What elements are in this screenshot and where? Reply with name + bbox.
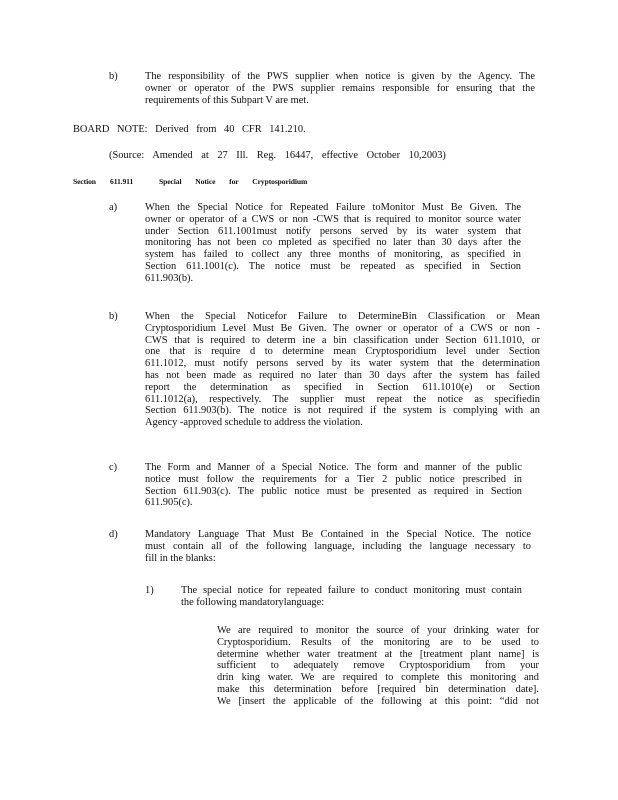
paragraph-c xyxy=(145,462,522,509)
text-line: one that is require d to determine mean Cryptosporidium level under Section xyxy=(145,346,540,358)
section-number: 611.911 xyxy=(110,177,134,186)
text-line: The special notice for repeated failure to conduct monitoring must contain xyxy=(181,585,522,596)
text-line: Cryptosporidium. Results of the monitoring are to be used to xyxy=(217,636,539,648)
text-line: has not been made as required no later than 30 days after the system has failed xyxy=(145,369,540,381)
paragraph-d xyxy=(145,529,531,564)
text-line: We [insert the applicable of the following at this point: “did not xyxy=(217,695,539,707)
text-line: Section 611.1001(c). The notice must be repeated as specified in Section xyxy=(145,260,521,272)
text-line: 611.1012(a), respectively. The supplier must repeat the notice as specifiedin xyxy=(145,393,540,405)
source-note: (Source: Amended at 27 Ill. Reg. 16447, effective October 10,2003) xyxy=(109,150,446,161)
paragraph-b xyxy=(145,311,540,429)
text-line: We are required to monitor the source of your drinking water for xyxy=(217,625,539,636)
text-line: requirements of this Subpart V are met. xyxy=(145,94,309,106)
text-line: must contain all of the following language, including the language necessary to xyxy=(145,540,531,552)
text-line: 611.903(b). xyxy=(145,272,194,284)
section-title: Special Notice for Cryptosporidium xyxy=(159,177,308,186)
item-label-b-top: b) xyxy=(109,71,118,82)
text-line: fill in the blanks: xyxy=(145,552,216,564)
text-line: determine whether water treatment at the [treatment plant name] is xyxy=(217,648,539,660)
text-line: 611.905(c). xyxy=(145,497,193,509)
text-line: under Section 611.1001must notify persons served by its water system that xyxy=(145,225,521,237)
mandatory-language-quote xyxy=(217,625,539,708)
text-line: monitoring has not been co mpleted as specified no later than 30 days after the xyxy=(145,237,521,249)
text-line: notice must follow the requirements for a Tier 2 public notice prescribed in xyxy=(145,473,522,485)
text-line: system has failed to collect any three months of monitoring, as specified in xyxy=(145,249,521,261)
item-label-d: d) xyxy=(109,529,118,540)
section-label: Section xyxy=(73,177,96,186)
item-label-d1: 1) xyxy=(145,585,154,596)
text-line: Section 611.903(b). The notice is not required if the system is complying with an xyxy=(145,405,540,417)
paragraph-d1 xyxy=(181,585,522,609)
text-line: report the determination as specified in Section 611.1010(e) or Section xyxy=(145,381,540,393)
text-line: Agency -approved schedule to address the violation. xyxy=(145,417,363,429)
text-line: The Form and Manner of a Special Notice. The form and manner of the public xyxy=(145,462,522,473)
text-line: make this determination before [required bin determination date]. xyxy=(217,683,539,695)
item-label-c: c) xyxy=(109,462,118,473)
text-line: owner or operator of a CWS or non -CWS that is required to monitor source water xyxy=(145,213,521,225)
text-line: When the Special Notice for Repeated Failure toMonitor Must Be Given. The xyxy=(145,202,521,213)
item-label-b: b) xyxy=(109,311,118,322)
text-line: sufficient to adequately remove Cryptosporidium from your xyxy=(217,660,539,672)
text-line: drin king water. We are required to complete this monitoring and xyxy=(217,672,539,684)
paragraph-b-top xyxy=(145,71,535,106)
text-line: 611.1012, must notify persons served by its water system that the determination xyxy=(145,358,540,370)
text-line: Section 611.903(c). The public notice must be presented as required in Section xyxy=(145,485,522,497)
text-line: When the Special Noticefor Failure to DetermineBin Classification or Mean xyxy=(145,311,540,322)
paragraph-a xyxy=(145,202,521,285)
text-line: owner or operator of the PWS supplier remains responsible for ensuring that the xyxy=(145,82,535,94)
item-label-a: a) xyxy=(109,202,118,213)
text-line: The responsibility of the PWS supplier when notice is given by the Agency. The xyxy=(145,71,535,82)
text-line: Cryptosporidium Level Must Be Given. The owner or operator of a CWS or non - xyxy=(145,322,540,334)
board-note: BOARD NOTE: Derived from 40 CFR 141.210. xyxy=(73,124,306,135)
text-line: the following mandatorylanguage: xyxy=(181,596,325,608)
text-line: Mandatory Language That Must Be Contained in the Special Notice. The notice xyxy=(145,529,531,540)
text-line: CWS that is required to determ ine a bin classification under Section 611.1010, or xyxy=(145,334,540,346)
